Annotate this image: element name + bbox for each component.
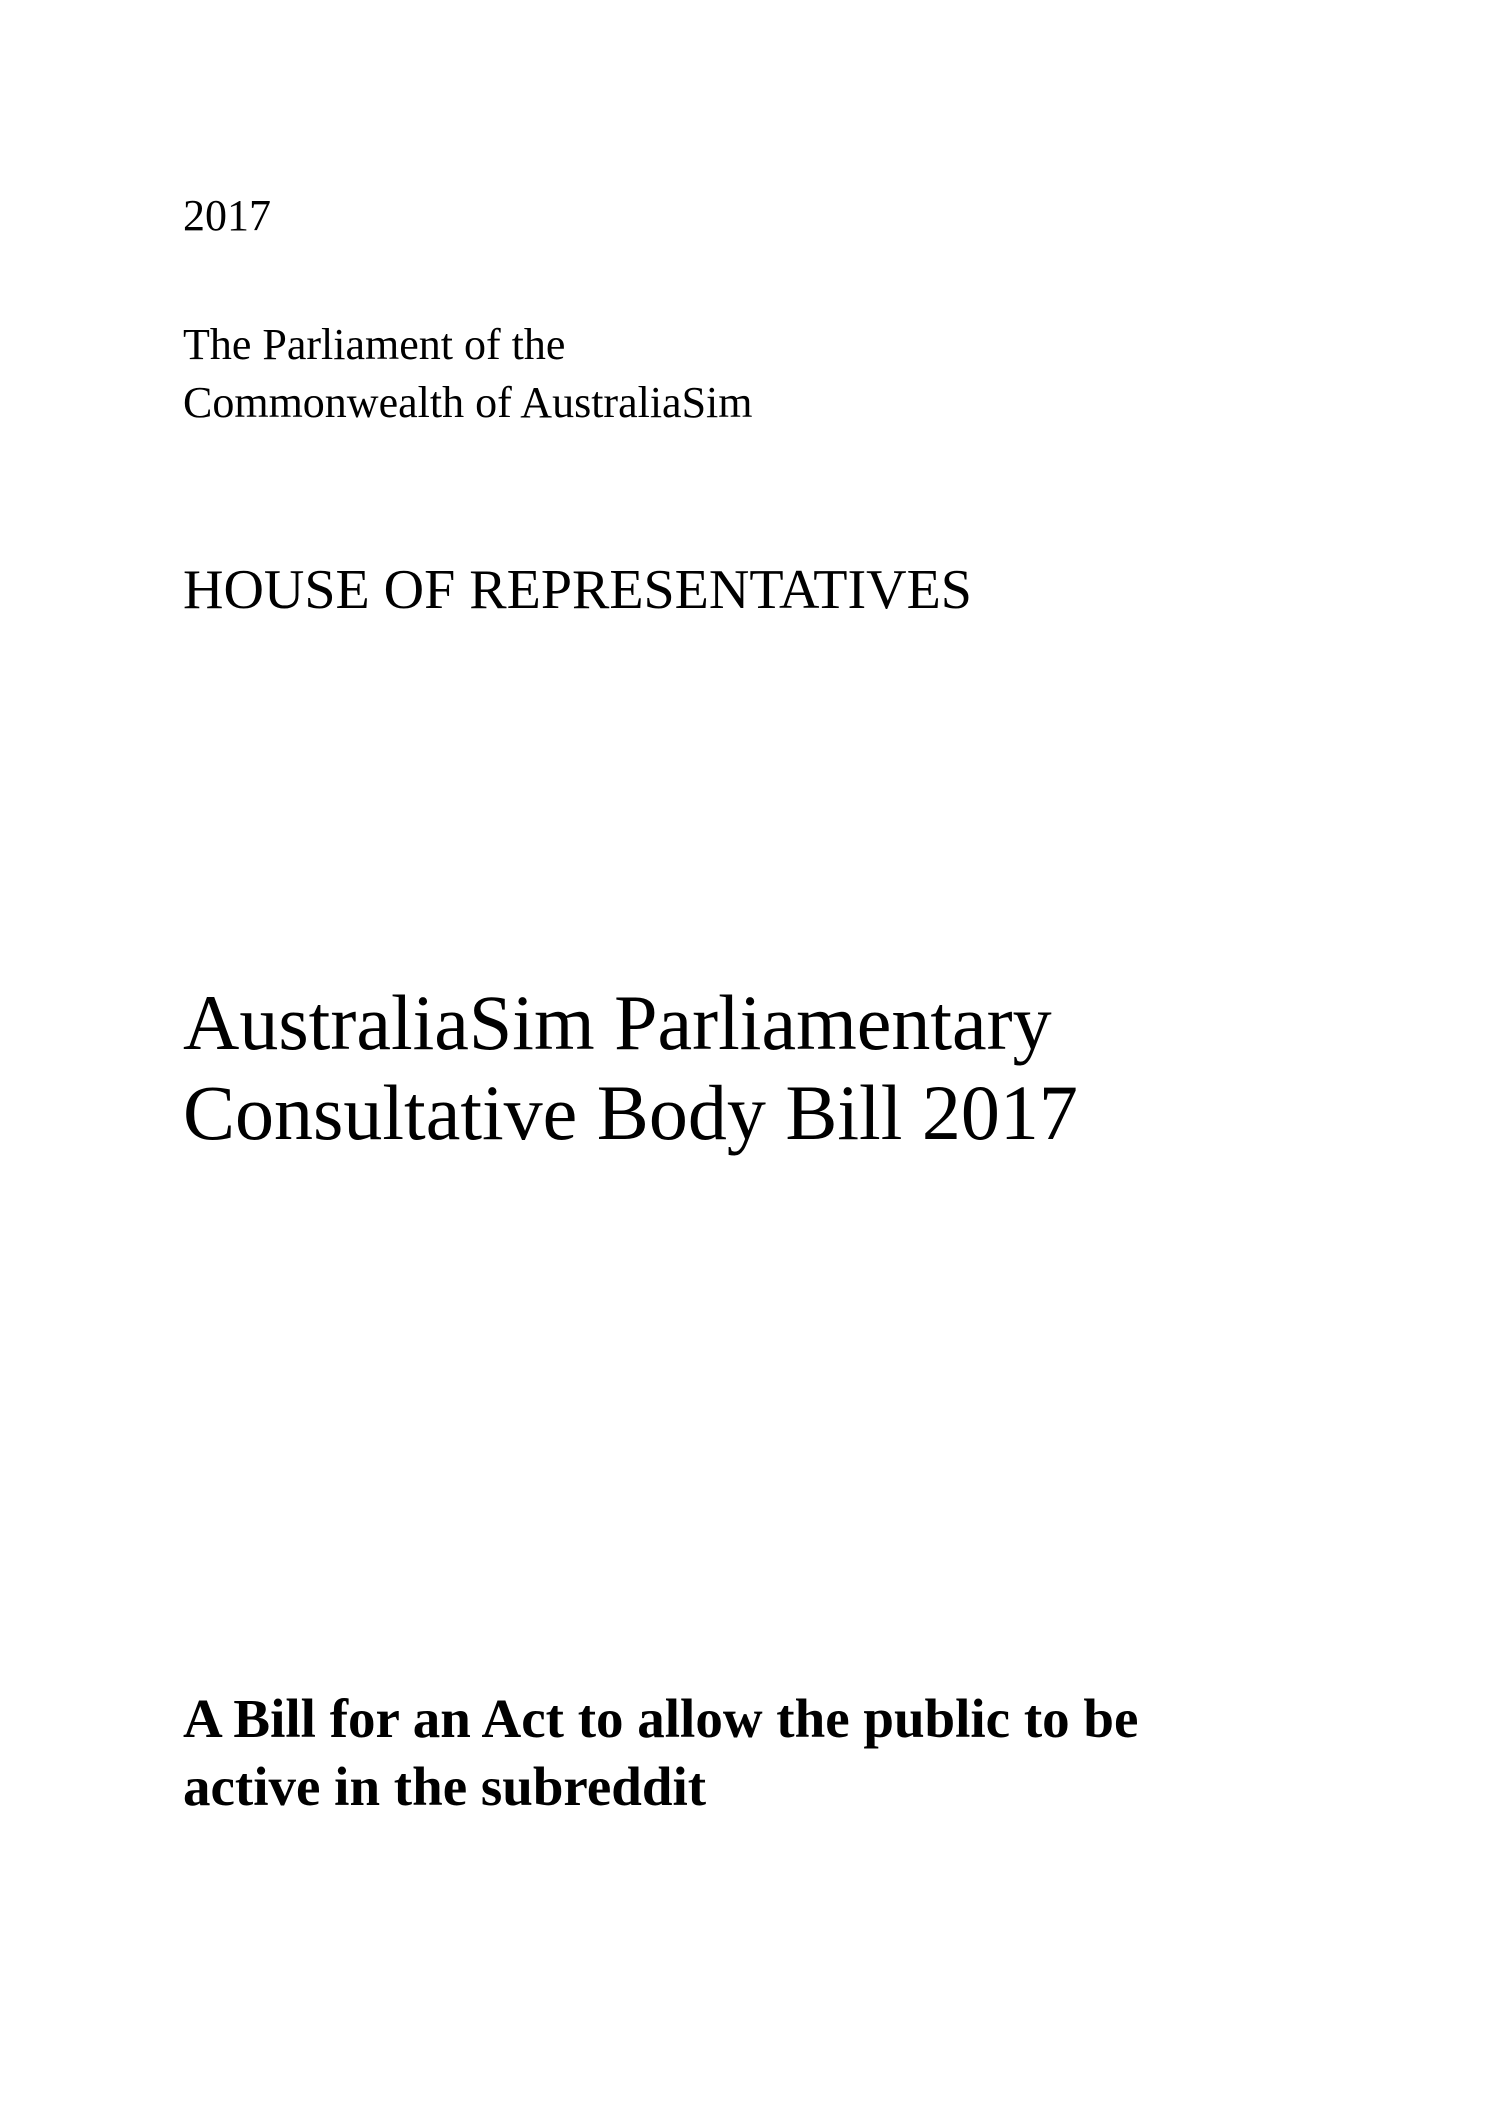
- bill-long-title: [183, 1685, 1138, 1821]
- bill-long-title-line-1: A Bill for an Act to allow the public to be: [183, 1688, 1139, 1749]
- house-heading: HOUSE OF REPRESENTATIVES: [183, 559, 972, 621]
- bill-title-line-2: Consultative Body Bill 2017: [183, 1069, 1078, 1156]
- parliament-name-line-2: Commonwealth of AustraliaSim: [183, 378, 753, 427]
- bill-title-line-1: AustraliaSim Parliamentary: [183, 979, 1052, 1066]
- bill-long-title-line-2: active in the subreddit: [183, 1756, 707, 1817]
- document-year: 2017: [183, 191, 271, 240]
- bill-title: [183, 978, 1078, 1158]
- parliament-name-line-1: The Parliament of the: [183, 320, 566, 369]
- parliament-name: [183, 316, 753, 432]
